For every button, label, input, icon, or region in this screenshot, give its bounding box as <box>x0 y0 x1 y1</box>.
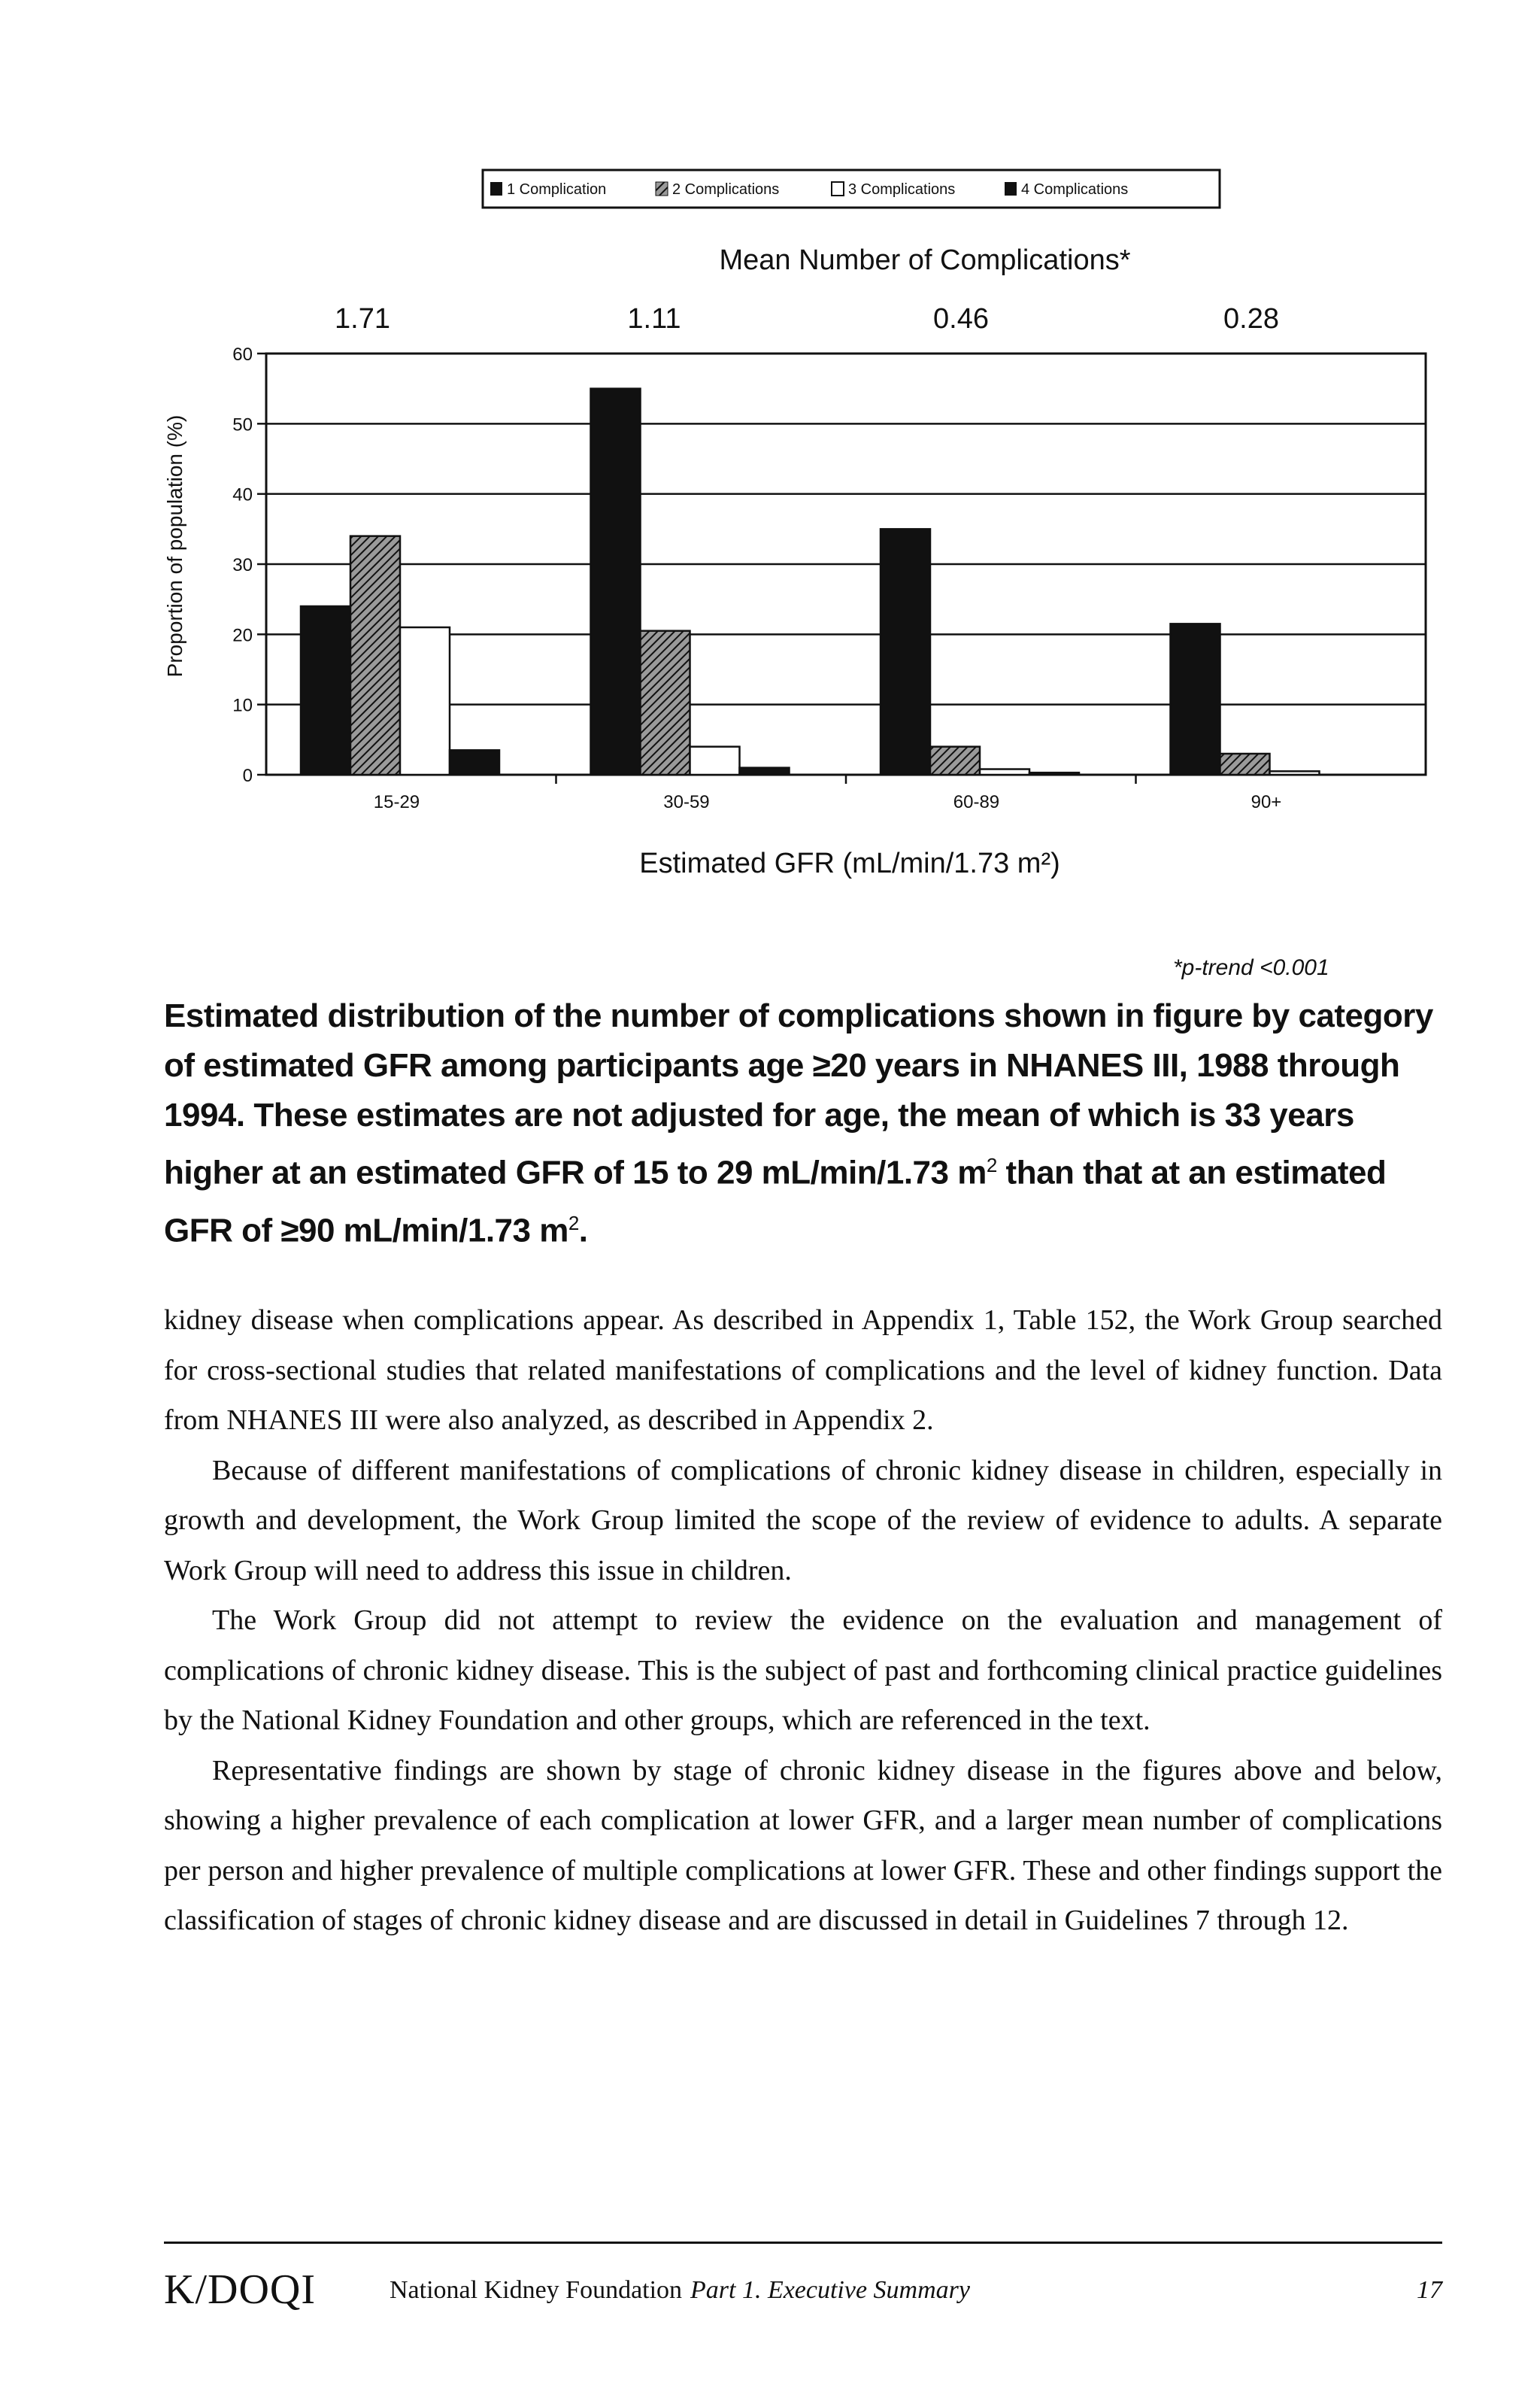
page-number: 17 <box>1417 2276 1442 2304</box>
caption-sup-2: 2 <box>568 1211 579 1234</box>
paragraph-4: Representative findings are shown by stage of chronic kidney disease in the figures above and below, showing a higher prevalence of each complication at lower GFR, and a larger mean number of complications per person and higher prevalence of multiple complications at lower GFR. These and other findings support the classification of stages of chronic kidney disease and are discussed in detail in Guidelines 7 through 12. <box>164 1754 1442 1936</box>
legend-label-3: 3 Complications <box>848 181 956 198</box>
x-tick-label: 60-89 <box>953 792 1000 812</box>
bar-90+-3 <box>1270 771 1320 775</box>
paragraph-2: Because of different manifestations of complications of chronic kidney disease in children, especially in growth and development, the Work Group limited the scope of the review of evidence to adults. A separate Work Group will need to address this issue in children. <box>164 1454 1442 1586</box>
chart-legend <box>483 170 1220 208</box>
bar-60-89-1 <box>881 529 930 775</box>
figure-caption <box>164 991 1442 1255</box>
bar-30-59-2 <box>641 631 690 775</box>
body-text <box>164 1295 1442 1946</box>
legend-label-1: 1 Complication <box>507 181 607 198</box>
x-axis-label: Estimated GFR (mL/min/1.73 m²) <box>639 848 1060 879</box>
bar-30-59-4 <box>740 768 790 775</box>
paragraph-1: kidney disease when complications appear. As described in Appendix 1, Table 152, the Work Group searched for cross-sectional studies that related manifestations of complications and the level of kidney function. Data from NHANES III were also analyzed, as described in Appendix 2. <box>164 1304 1442 1436</box>
footer-rule <box>164 2242 1442 2244</box>
bar-chart <box>150 150 1444 918</box>
y-tick-label: 50 <box>232 414 253 436</box>
figure-chart <box>150 150 1444 918</box>
x-tick-label: 15-29 <box>373 792 420 812</box>
footer-brand: K/DOQI <box>164 2266 316 2313</box>
caption-sup-1: 2 <box>986 1154 997 1176</box>
caption-text-a: Estimated distribution of the number of complications shown in figure by category of estimated GFR among participants age ≥20 years in NHANES III, 1988 through 1994. These estimates are not adjusted for age, the mean of which is 33 years higher at an estimated GFR of 15 to 29 mL/min/1.73 m <box>164 997 1433 1191</box>
y-tick-label: 10 <box>232 695 253 716</box>
legend-swatch-3 <box>832 182 844 196</box>
bar-90+-2 <box>1220 754 1270 775</box>
y-axis-label: Proportion of population (%) <box>163 414 186 678</box>
y-tick-label: 20 <box>232 625 253 646</box>
mean-value-1: 1.71 <box>335 303 390 335</box>
bar-60-89-2 <box>930 747 980 775</box>
paragraph-3: The Work Group did not attempt to review the evidence on the evaluation and management of complications of chronic kidney disease. This is the subject of past and forthcoming clinical practice guidelines by the National Kidney Foundation and other groups, which are referenced in the text. <box>164 1604 1442 1736</box>
bar-60-89-3 <box>980 769 1029 775</box>
bar-60-89-4 <box>1029 772 1079 775</box>
legend-swatch-2 <box>656 182 668 196</box>
bar-15-29-2 <box>350 536 400 775</box>
caption-text-b: than that at an estimated GFR of ≥90 mL/min/1.73 m <box>164 1154 1387 1249</box>
legend-label-2: 2 Complications <box>672 181 780 198</box>
legend-label-4: 4 Complications <box>1021 181 1129 198</box>
bar-15-29-4 <box>450 750 499 775</box>
y-tick-label: 40 <box>232 484 253 505</box>
mean-value-2: 1.11 <box>627 303 681 335</box>
x-tick-label: 30-59 <box>663 792 710 812</box>
mean-value-4: 0.28 <box>1223 303 1279 335</box>
bar-90+-1 <box>1171 624 1220 775</box>
x-tick-label: 90+ <box>1250 792 1282 812</box>
mean-value-3: 0.46 <box>933 303 989 335</box>
y-tick-label: 60 <box>232 345 253 365</box>
y-tick-label: 30 <box>232 555 253 575</box>
bar-15-29-3 <box>400 627 450 775</box>
footer-part: Part 1. Executive Summary <box>690 2276 970 2304</box>
bars-layer <box>301 389 1320 775</box>
chart-title: Mean Number of Complications* <box>719 244 1131 276</box>
bar-15-29-1 <box>301 606 350 775</box>
bar-30-59-1 <box>591 389 641 775</box>
chart-footnote: *p-trend <0.001 <box>1173 955 1329 980</box>
y-tick-label: 0 <box>242 766 253 786</box>
legend-swatch-1 <box>490 182 502 196</box>
footer-org: National Kidney Foundation <box>390 2276 683 2304</box>
bar-30-59-3 <box>690 747 740 775</box>
caption-text-c: . <box>578 1212 588 1249</box>
legend-swatch-4 <box>1005 182 1017 196</box>
